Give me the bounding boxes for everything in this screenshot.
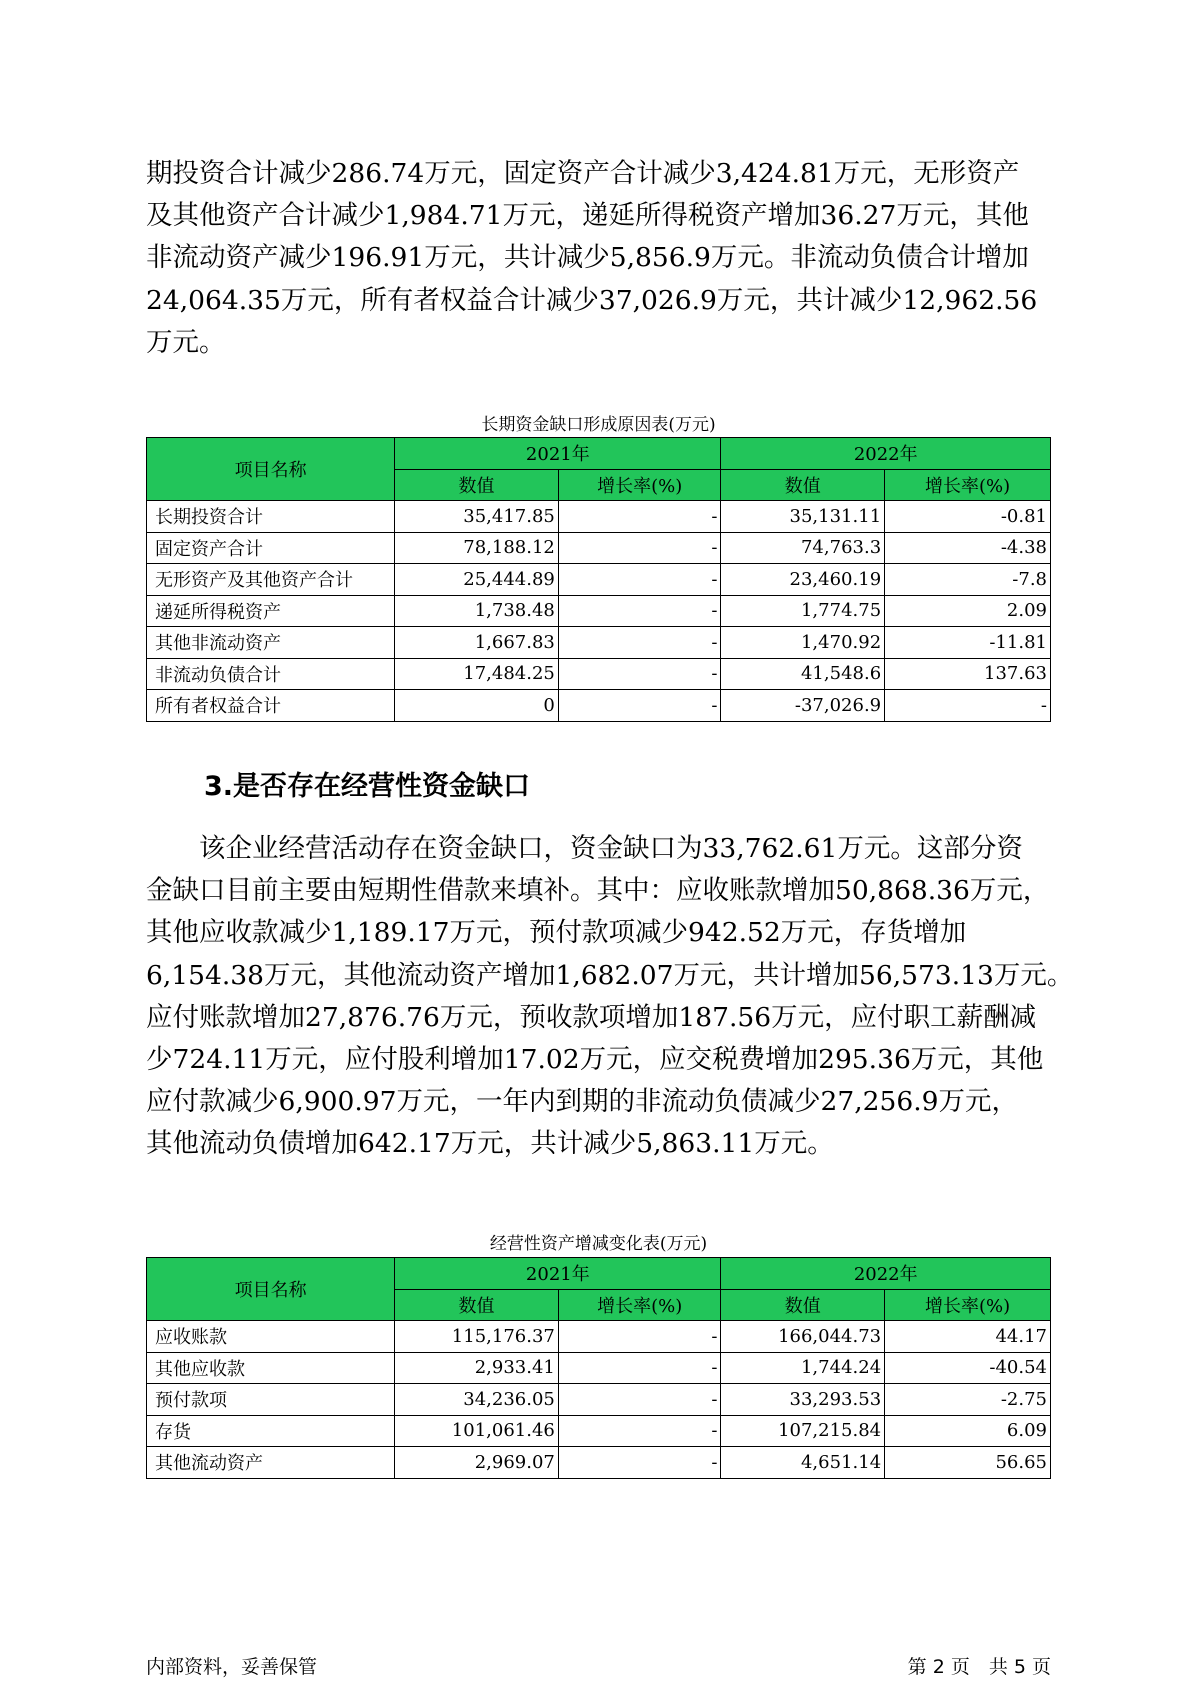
- footer-page-number: 第 2 页 共 5 页: [907, 1656, 1051, 1678]
- header-value: 数值: [721, 1289, 885, 1321]
- paragraph-line: 24,064.35万元，所有者权益合计减少37,026.9万元，共计减少12,962.56: [146, 284, 1038, 316]
- paragraph-line: 非流动资产减少196.91万元，共计减少5,856.9万元。非流动负债合计增加: [146, 242, 1029, 274]
- table-caption-long-term: 长期资金缺口形成原因表(万元): [481, 415, 716, 435]
- footer-confidential-note: 内部资料，妥善保管: [146, 1656, 318, 1678]
- table-row: [147, 1384, 1051, 1416]
- table-row: [147, 1447, 1051, 1479]
- growth-2021: -: [558, 1447, 721, 1479]
- table-row: [147, 627, 1051, 659]
- value-2022: -37,026.9: [721, 690, 885, 722]
- row-name: 其他非流动资产: [147, 627, 395, 659]
- paragraph-line: 期投资合计减少286.74万元，固定资产合计减少3,424.81万元，无形资产: [146, 158, 1020, 189]
- row-name: 长期投资合计: [147, 501, 395, 533]
- growth-2022: 56.65: [885, 1447, 1051, 1479]
- row-name: 非流动负债合计: [147, 658, 395, 690]
- table-row: [147, 1352, 1051, 1384]
- long-term-funding-gap-table: [146, 437, 1051, 722]
- value-2021: 78,188.12: [395, 532, 559, 564]
- row-name: 其他应收款: [147, 1352, 395, 1384]
- value-2021: 35,417.85: [395, 501, 559, 533]
- table-row: [147, 595, 1051, 627]
- header-value: 数值: [395, 469, 559, 501]
- growth-2022: 2.09: [885, 595, 1051, 627]
- value-2021: 2,969.07: [395, 1447, 559, 1479]
- value-2021: 115,176.37: [395, 1321, 559, 1353]
- growth-2022: -0.81: [885, 501, 1051, 533]
- header-value: 数值: [395, 1289, 559, 1321]
- paragraph-line: 该企业经营活动存在资金缺口，资金缺口为33,762.61万元。这部分资: [146, 833, 1023, 864]
- growth-2022: -11.81: [885, 627, 1051, 659]
- table-row: [147, 564, 1051, 596]
- header-growth: 增长率(%): [885, 1289, 1051, 1321]
- header-growth: 增长率(%): [885, 469, 1051, 501]
- header-year-2021: 2021年: [395, 1258, 721, 1290]
- header-year-2021: 2021年: [395, 438, 721, 470]
- header-year-2022: 2022年: [721, 1258, 1051, 1290]
- growth-2022: 6.09: [885, 1415, 1051, 1447]
- growth-2021: -: [558, 690, 721, 722]
- growth-2021: -: [558, 595, 721, 627]
- table-row: [147, 1415, 1051, 1447]
- section-heading: 3.是否存在经营性资金缺口: [204, 771, 531, 802]
- value-2022: 166,044.73: [721, 1321, 885, 1353]
- value-2021: 25,444.89: [395, 564, 559, 596]
- growth-2021: -: [558, 1352, 721, 1384]
- row-name: 存货: [147, 1415, 395, 1447]
- row-name: 所有者权益合计: [147, 690, 395, 722]
- value-2021: 1,738.48: [395, 595, 559, 627]
- growth-2022: -40.54: [885, 1352, 1051, 1384]
- value-2021: 0: [395, 690, 559, 722]
- paragraph-top: [146, 153, 1051, 364]
- value-2021: 17,484.25: [395, 658, 559, 690]
- table-row: [147, 658, 1051, 690]
- value-2022: 107,215.84: [721, 1415, 885, 1447]
- growth-2022: -4.38: [885, 532, 1051, 564]
- growth-2022: -7.8: [885, 564, 1051, 596]
- paragraph-line: 6,154.38万元，其他流动资产增加1,682.07万元，共计增加56,573.13万元。: [146, 959, 1074, 991]
- value-2022: 23,460.19: [721, 564, 885, 596]
- header-item-name: 项目名称: [147, 1258, 395, 1321]
- paragraph-operating-gap: [146, 828, 1074, 1166]
- table-row: [147, 1321, 1051, 1353]
- table-row: [147, 501, 1051, 533]
- growth-2021: -: [558, 1321, 721, 1353]
- value-2021: 34,236.05: [395, 1384, 559, 1416]
- value-2021: 1,667.83: [395, 627, 559, 659]
- table-row: [147, 532, 1051, 564]
- row-name: 其他流动资产: [147, 1447, 395, 1479]
- row-name: 应收账款: [147, 1321, 395, 1353]
- growth-2021: -: [558, 1415, 721, 1447]
- value-2022: 1,470.92: [721, 627, 885, 659]
- paragraph-line: 应付账款增加27,876.76万元，预收款项增加187.56万元，应付职工薪酬减: [146, 1001, 1037, 1033]
- value-2021: 101,061.46: [395, 1415, 559, 1447]
- value-2022: 41,548.6: [721, 658, 885, 690]
- table-caption-operating: 经营性资产增减变化表(万元): [489, 1234, 708, 1254]
- paragraph-line: 及其他资产合计减少1,984.71万元，递延所得税资产增加36.27万元，其他: [146, 200, 1029, 232]
- header-item-name: 项目名称: [147, 438, 395, 501]
- table-row: [147, 690, 1051, 722]
- growth-2022: 137.63: [885, 658, 1051, 690]
- paragraph-line: 金缺口目前主要由短期性借款来填补。其中：应收账款增加50,868.36万元，: [146, 875, 1050, 907]
- value-2022: 1,744.24: [721, 1352, 885, 1384]
- value-2022: 1,774.75: [721, 595, 885, 627]
- value-2021: 2,933.41: [395, 1352, 559, 1384]
- growth-2021: -: [558, 532, 721, 564]
- header-value: 数值: [721, 469, 885, 501]
- growth-2021: -: [558, 658, 721, 690]
- paragraph-line: 万元。: [146, 326, 226, 358]
- row-name: 递延所得税资产: [147, 595, 395, 627]
- paragraph-line: 少724.11万元，应付股利增加17.02万元，应交税费增加295.36万元，其他: [146, 1044, 1044, 1076]
- paragraph-line: 其他流动负债增加642.17万元，共计减少5,863.11万元。: [146, 1128, 834, 1160]
- row-name: 无形资产及其他资产合计: [147, 564, 395, 596]
- growth-2021: -: [558, 627, 721, 659]
- value-2022: 74,763.3: [721, 532, 885, 564]
- value-2022: 33,293.53: [721, 1384, 885, 1416]
- growth-2021: -: [558, 564, 721, 596]
- row-name: 预付款项: [147, 1384, 395, 1416]
- header-growth: 增长率(%): [558, 469, 721, 501]
- growth-2022: -: [885, 690, 1051, 722]
- paragraph-line: 应付款减少6,900.97万元，一年内到期的非流动负债减少27,256.9万元，: [146, 1086, 1019, 1118]
- value-2022: 35,131.11: [721, 501, 885, 533]
- growth-2022: 44.17: [885, 1321, 1051, 1353]
- header-growth: 增长率(%): [558, 1289, 721, 1321]
- header-year-2022: 2022年: [721, 438, 1051, 470]
- operating-assets-change-table: [146, 1257, 1051, 1479]
- growth-2021: -: [558, 1384, 721, 1416]
- value-2022: 4,651.14: [721, 1447, 885, 1479]
- growth-2022: -2.75: [885, 1384, 1051, 1416]
- row-name: 固定资产合计: [147, 532, 395, 564]
- growth-2021: -: [558, 501, 721, 533]
- paragraph-line: 其他应收款减少1,189.17万元，预付款项减少942.52万元，存货增加: [146, 917, 967, 949]
